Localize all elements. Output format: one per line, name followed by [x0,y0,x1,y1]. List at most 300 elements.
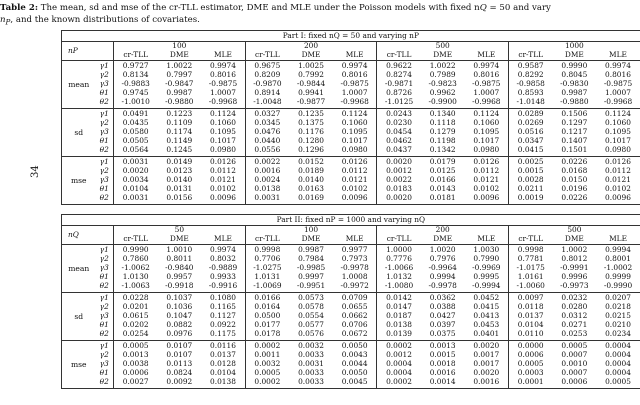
value-cell: 0.1174 [166,128,193,137]
value-cell: 0.0112 [596,167,640,176]
value-cell: 0.7973 [341,255,368,264]
value-cell: 0.0152 [298,157,324,167]
param-label: γ1 [99,245,109,255]
value-cell: 0.0211 [509,185,553,194]
value-cell: 0.0576 [289,330,333,341]
value-cell: 0.9587 [509,61,553,72]
method-header: cr-TLL [377,235,421,245]
value-cell: 0.1060 [341,119,368,128]
value-cell: 0.7976 [429,255,456,264]
value-cell: 0.0178 [245,330,289,341]
value-cell: 0.0137 [210,351,236,360]
value-cell: 0.0017 [473,360,500,369]
value-cell: 0.9957 [166,273,193,282]
value-cell: 0.9997 [298,273,324,282]
value-cell: 0.0138 [245,185,289,194]
value-cell: 0.0672 [333,330,377,341]
value-cell: 0.0139 [377,330,421,341]
results-table-part2 [61,214,640,389]
value-cell: 0.1124 [341,109,368,119]
value-cell: 0.9622 [377,61,421,72]
value-cell: 0.0164 [245,303,289,312]
value-cell: 0.0027 [114,378,158,389]
value-cell: -0.9871 [377,80,421,89]
sample-size-header: 50 [114,226,246,236]
value-cell: -0.9880 [552,98,596,109]
value-cell: 0.9999 [596,273,640,282]
value-cell: 0.1375 [298,119,324,128]
value-cell: 0.7860 [114,255,158,264]
value-cell: 0.1175 [201,330,245,341]
value-cell: 0.0435 [114,119,158,128]
value-cell: 1.0000 [377,245,421,256]
value-cell: 0.0143 [429,185,456,194]
param-label: θ1 [99,321,109,330]
value-cell: 0.1198 [429,137,456,146]
method-header: DME [157,235,201,245]
value-cell: 0.1245 [157,146,201,157]
value-cell: -0.9968 [201,98,245,109]
value-cell: 0.0476 [245,128,289,137]
value-cell: 1.0007 [341,89,368,98]
value-cell: -0.9991 [560,264,589,273]
value-cell: 0.0491 [114,109,158,120]
sample-size-header: 100 [245,226,377,236]
value-cell: 0.0104 [114,185,158,194]
value-cell: 0.0004 [377,369,421,378]
value-cell: 0.0092 [157,378,201,389]
value-cell: 0.0020 [114,167,158,176]
method-header: MLE [333,235,377,245]
value-cell: 0.9974 [596,61,640,72]
value-cell: -0.9875 [596,80,640,89]
value-cell: 0.0882 [166,321,193,330]
value-cell: 0.0149 [166,157,193,167]
value-cell: 0.0462 [377,137,421,146]
value-cell: 0.0580 [114,128,158,137]
value-cell: 0.0254 [114,330,158,341]
stat-label: mean [62,61,96,109]
value-cell: -0.9978 [340,264,369,273]
value-cell: 0.1297 [561,119,588,128]
value-cell: 0.1124 [210,109,236,119]
method-header: DME [421,51,465,61]
value-cell: 1.0007 [473,89,500,98]
caption-text-line2: , and the known distributions of covariates. [10,15,200,25]
value-cell: 1.0131 [245,273,289,282]
value-cell: 0.0150 [561,176,588,185]
value-cell: 0.0016 [465,378,509,389]
param-label: γ1 [99,157,109,167]
param-label: γ3 [99,128,109,137]
value-cell: -0.9918 [157,282,201,293]
method-header: DME [289,235,333,245]
value-cell: 0.0401 [465,330,509,341]
stat-label: sd [62,293,96,341]
value-cell: 0.8914 [245,89,289,98]
value-cell: 0.0096 [596,194,640,205]
method-header: MLE [201,51,245,61]
value-cell: 0.1095 [341,128,368,137]
value-cell: 0.0033 [298,369,324,378]
value-cell: -0.9951 [289,282,333,293]
value-cell: 0.0980 [201,146,245,157]
value-cell: 0.1280 [298,137,324,146]
value-cell: 0.0452 [473,293,500,303]
value-cell: 0.0034 [114,176,158,185]
value-cell: 0.1080 [210,293,236,303]
value-cell: 0.1279 [429,128,456,137]
value-cell: 0.8045 [561,71,588,80]
value-cell: -0.9877 [289,98,333,109]
value-cell: 0.0013 [114,351,158,360]
value-cell: 0.8032 [210,255,236,264]
value-cell: 0.0922 [210,321,236,330]
value-cell: 0.1501 [552,146,596,157]
value-cell: -1.0063 [114,282,158,293]
value-cell: 0.9990 [561,61,588,71]
value-cell: 0.0022 [245,157,289,168]
value-cell: -0.9883 [114,80,158,89]
value-cell: 0.0102 [210,185,236,194]
value-cell: -0.9964 [428,264,457,273]
value-cell: 0.0163 [298,185,324,194]
method-header: cr-TLL [509,51,553,61]
value-cell: 0.0007 [561,369,588,378]
value-cell: 0.8292 [509,71,553,80]
value-cell: 1.0130 [114,273,158,282]
value-cell: 0.8274 [377,71,421,80]
caption-text: The mean, sd and mse of the cr-TLL estimator, DME and MLE under the Poisson models with fixed n [40,3,480,13]
value-cell: 0.0096 [465,194,509,205]
value-cell: 0.1235 [298,109,324,119]
value-cell: 1.0022 [166,61,193,71]
value-cell: 0.0116 [210,341,236,351]
value-cell: 0.1124 [473,109,500,119]
value-cell: 0.1217 [561,128,588,137]
value-cell: -0.9972 [333,282,377,293]
method-header: MLE [596,235,640,245]
value-cell: -1.0175 [509,264,553,273]
value-cell: 0.1342 [421,146,465,157]
value-cell: -0.9969 [472,264,501,273]
value-cell: 0.0615 [114,312,158,321]
value-cell: 0.0138 [201,378,245,389]
value-cell: 0.0020 [377,157,421,168]
value-cell: 0.0044 [341,360,368,369]
value-cell: 0.0104 [509,321,553,330]
value-cell: 0.8012 [561,255,588,264]
value-cell: 0.1047 [166,312,193,321]
value-cell: 0.0004 [596,369,640,378]
value-cell: 0.8593 [509,89,553,98]
value-cell: 1.0132 [377,273,421,282]
param-label: γ2 [99,119,109,128]
sample-size-header: 1000 [509,42,640,52]
value-cell: -0.9968 [333,98,377,109]
value-cell: 0.9962 [429,89,456,98]
value-cell: 0.0022 [377,176,421,185]
value-cell: -0.9990 [596,282,640,293]
value-cell: 0.0107 [166,351,193,360]
value-cell: -1.0048 [245,98,289,109]
value-cell: 0.0015 [509,167,553,176]
value-cell: 0.0006 [509,351,553,360]
value-cell: 0.0202 [114,321,158,330]
value-cell: 0.0033 [298,351,324,360]
value-cell: 0.0031 [298,360,324,369]
value-cell: 0.0015 [429,351,456,360]
value-cell: 0.0142 [377,293,421,304]
value-cell: 0.0121 [210,176,236,185]
value-cell: 0.0031 [114,157,158,168]
value-cell: 0.0110 [509,330,553,341]
param-label: γ2 [99,303,109,312]
param-label: γ2 [99,351,109,360]
value-cell: -1.0275 [245,264,289,273]
value-cell: 0.0005 [596,378,640,389]
value-cell: -1.0125 [377,98,421,109]
value-cell: 0.8001 [596,255,640,264]
value-cell: 0.9974 [210,61,236,71]
value-cell: 0.1296 [289,146,333,157]
value-cell: 0.0140 [166,176,193,185]
value-cell: 0.0123 [166,167,193,176]
value-cell: 0.0554 [298,312,324,321]
value-cell: 0.0112 [473,167,500,176]
value-cell: 0.0454 [377,128,421,137]
param-label: θ2 [96,282,114,293]
value-cell: 0.0573 [298,293,324,303]
sample-size-header: 200 [245,42,377,52]
value-cell: 0.0032 [298,341,324,351]
value-cell: 0.0179 [429,157,456,167]
param-label: γ3 [99,176,109,185]
value-cell: 0.1037 [166,293,193,303]
value-cell: 0.0226 [561,157,588,167]
value-cell: 0.0980 [333,146,377,157]
value-cell: 1.0010 [166,245,193,255]
value-cell: -0.9994 [465,282,509,293]
table-caption: Table 2: The mean, sd and mse of the cr-TLL estimator, DME and MLE under the Poisson models with fixed nQ = 50 and vary $n_P$, and the known distributions of covariates. [0,3,551,27]
value-cell: 0.0025 [509,157,553,168]
value-cell: 0.0018 [429,360,456,369]
value-cell: -0.9916 [201,282,245,293]
value-cell: 0.9987 [561,89,588,98]
value-cell: 0.9941 [298,89,324,98]
param-label: θ1 [99,185,109,194]
value-cell: 0.0126 [596,157,640,168]
value-cell: 0.1407 [561,137,588,146]
value-cell: 0.0415 [509,146,553,157]
value-cell: 0.0505 [114,137,158,146]
param-label: γ1 [99,109,109,119]
value-cell: 0.8016 [473,71,500,80]
value-cell: 0.0128 [210,360,236,369]
value-cell: 0.1017 [596,137,640,146]
value-cell: 0.0168 [561,167,588,176]
value-cell: 0.0218 [596,303,640,312]
value-cell: 0.8011 [166,255,193,264]
param-label: θ2 [96,146,114,157]
value-cell: 0.0020 [377,194,421,205]
value-cell: 0.0012 [377,351,421,360]
value-cell: 0.1176 [298,128,324,137]
value-cell: 0.0976 [157,330,201,341]
value-cell: 0.0453 [473,321,500,330]
value-cell: 0.1095 [473,128,500,137]
value-cell: 0.0019 [509,194,553,205]
part-title: Part II: fixed nP = 1000 and varying nQ [62,215,640,226]
param-label: γ2 [99,71,109,80]
sample-size-header: 100 [114,42,246,52]
value-cell: -1.0148 [509,98,553,109]
value-cell: 0.0004 [596,360,640,369]
value-cell: 0.0006 [114,369,158,378]
param-label: γ3 [99,312,109,321]
value-cell: 0.7997 [166,71,193,80]
value-cell: 0.0228 [114,293,158,304]
value-cell: 0.0500 [245,312,289,321]
value-cell: 0.9974 [473,61,500,71]
value-cell: 0.8209 [245,71,289,80]
value-cell: 0.0005 [245,369,289,378]
method-header: cr-TLL [114,51,158,61]
value-cell: 0.7992 [298,71,324,80]
value-cell: 0.8016 [210,71,236,80]
value-cell: -0.9870 [245,80,289,89]
value-cell: 0.7990 [473,255,500,264]
value-cell: 0.0096 [201,194,245,205]
sample-size-header: 200 [377,226,509,236]
value-cell: 0.7776 [377,255,421,264]
value-cell: -0.9858 [509,80,553,89]
value-cell: 0.0102 [473,185,500,194]
param-label: γ2 [99,167,109,176]
value-cell: 0.0183 [377,185,421,194]
part-title: Part I: fixed nQ = 50 and varying nP [62,31,640,42]
param-label: θ1 [99,89,109,98]
value-cell: 0.0362 [429,293,456,303]
value-cell: -1.0066 [377,264,421,273]
value-cell: 0.1165 [210,303,236,312]
value-cell: -0.9830 [560,80,589,89]
results-table-part1 [61,30,640,205]
value-cell: 0.1506 [561,109,588,119]
value-cell: 0.0980 [465,146,509,157]
param-label: θ2 [96,98,114,109]
vary-label: nP [62,42,114,61]
vary-label: nQ [62,226,114,245]
value-cell: -0.9823 [428,80,457,89]
value-cell: 0.0196 [561,185,588,194]
value-cell: 0.0578 [298,303,324,312]
stat-label: mean [62,245,96,293]
value-cell: 0.9974 [341,61,368,71]
value-cell: 0.0706 [341,321,368,330]
value-cell: 0.8016 [341,71,368,80]
value-cell: 0.1127 [210,312,236,321]
value-cell: -0.9978 [421,282,465,293]
value-cell: 0.0226 [552,194,596,205]
value-cell: 0.0140 [298,176,324,185]
value-cell: 0.9998 [245,245,289,256]
stat-label: sd [62,109,96,157]
value-cell: 0.0033 [289,378,333,389]
value-cell: 1.0007 [596,89,640,98]
value-cell: 0.0126 [210,157,236,167]
param-label: θ1 [99,273,109,282]
value-cell: 0.0005 [114,341,158,352]
value-cell: 0.0000 [509,341,553,352]
value-cell: 0.0210 [596,321,640,330]
value-cell: 0.1036 [166,303,193,312]
value-cell: 0.0215 [596,312,640,321]
value-cell: 0.0121 [473,176,500,185]
value-cell: 0.9974 [210,245,236,255]
value-cell: 0.9933 [210,273,236,282]
param-label: θ2 [96,378,114,389]
value-cell: 0.0003 [509,369,553,378]
value-cell: 0.9994 [429,273,456,282]
value-cell: 0.0012 [377,167,421,176]
value-cell: -1.0080 [377,282,421,293]
value-cell: 1.0008 [341,273,368,282]
value-cell: 0.0004 [377,360,421,369]
value-cell: 1.0161 [509,273,553,282]
value-cell: 0.1060 [596,119,640,128]
value-cell: 0.0102 [341,185,368,194]
value-cell: 0.1017 [341,137,368,146]
value-cell: 0.0156 [157,194,201,205]
caption-label: Table 2: [0,3,39,13]
value-cell: 0.0004 [596,351,640,360]
value-cell: 0.1060 [473,119,500,128]
stat-label: mse [62,341,96,389]
value-cell: 0.0050 [341,341,368,351]
method-header: DME [289,51,333,61]
sample-size-header: 500 [509,226,640,236]
method-header: MLE [465,51,509,61]
value-cell: 0.0097 [509,293,553,304]
value-cell: 0.0102 [596,185,640,194]
value-cell: 0.0024 [245,176,289,185]
method-header: cr-TLL [245,235,289,245]
value-cell: 0.7706 [245,255,289,264]
value-cell: -1.0069 [245,282,289,293]
value-cell: 0.0234 [596,330,640,341]
value-cell: 0.0187 [377,312,421,321]
value-cell: 1.0025 [298,61,324,71]
value-cell: -1.0060 [509,282,553,293]
value-cell: 1.0030 [473,245,500,255]
value-cell: 0.0271 [561,321,588,330]
value-cell: 0.0112 [341,167,368,176]
value-cell: 0.9994 [596,245,640,256]
value-cell: 0.0347 [509,137,553,146]
value-cell: 0.0280 [561,303,588,312]
value-cell: -0.9875 [472,80,501,89]
value-cell: 0.0201 [114,303,158,312]
value-cell: 0.0375 [421,330,465,341]
param-label: θ1 [99,369,109,378]
method-header: MLE [201,235,245,245]
value-cell: -0.9968 [596,98,640,109]
value-cell: 0.0001 [509,378,553,389]
value-cell: 0.7984 [298,255,324,264]
value-cell: 0.0564 [114,146,158,157]
value-cell: 0.0002 [377,341,421,352]
